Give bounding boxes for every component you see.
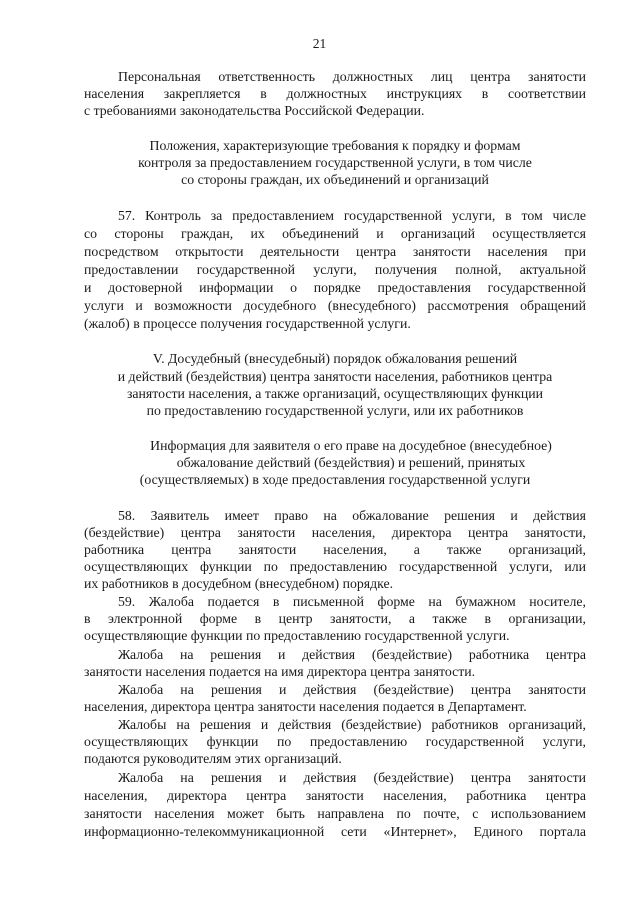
- paragraph-line: (жалоб) в процессе получения государственной услуги.: [84, 316, 411, 331]
- paragraph-line: информационно-телекоммуникационной сети «Интернет», Единого портала: [84, 824, 586, 839]
- paragraph-line: населения, директора центра занятости населения, работника центра: [84, 788, 586, 803]
- section-heading: Положения, характеризующие требования к порядку и формам: [149, 138, 521, 153]
- paragraph-line: со стороны граждан, их объединений и организаций осуществляется: [84, 226, 586, 241]
- paragraph-line: населения закрепляется в должностных инструкциях в соответствии: [84, 86, 586, 101]
- subsection-heading: Информация для заявителя о его праве на досудебное (внесудебное): [150, 438, 552, 453]
- paragraph-line: 59. Жалоба подается в письменной форме на бумажном носителе,: [118, 594, 586, 609]
- paragraph-line: в электронной форме в центр занятости, а также в организации,: [84, 611, 586, 626]
- section-heading: по предоставлению государственной услуги, или их работников: [146, 403, 524, 418]
- paragraph-line: осуществляющие функции по предоставлению государственной услуги.: [84, 628, 510, 643]
- section-heading: V. Досудебный (внесудебный) порядок обжалования решений: [152, 351, 518, 366]
- section-heading: занятости населения, а также организаций, осуществляющих функции: [126, 386, 544, 401]
- paragraph-line: занятости населения подается на имя директора центра занятости.: [84, 664, 476, 679]
- paragraph-line: Жалобы на решения и действия (бездействие) работников организаций,: [118, 717, 586, 732]
- paragraph-line: Жалоба на решения и действия (бездействие) работника центра: [118, 647, 586, 662]
- paragraph-line: с требованиями законодательства Российской Федерации.: [84, 103, 425, 118]
- subsection-heading: обжалование действий (бездействия) и решений, принятых: [176, 455, 526, 470]
- paragraph-line: услуги и возможности досудебного (внесудебного) рассмотрения обращений: [84, 298, 586, 313]
- paragraph-line: осуществляющих функции по предоставлению государственной услуги,: [84, 734, 586, 749]
- paragraph-line: населения, директора центра занятости населения подается в Департамент.: [84, 699, 527, 714]
- paragraph-line: и достоверной информации о порядке предоставления государственной: [84, 280, 586, 295]
- paragraph-line: подаются руководителям этих организаций.: [84, 751, 342, 766]
- paragraph-line: работника центра занятости населения, а также организаций,: [84, 542, 586, 557]
- paragraph-line: Жалоба на решения и действия (бездействие) центра занятости: [118, 770, 586, 785]
- paragraph-line: (бездействие) центра занятости населения, директора центра занятости,: [84, 525, 586, 540]
- paragraph-line: 58. Заявитель имеет право на обжалование решения и действия: [118, 508, 586, 523]
- section-heading: контроля за предоставлением государственной услуги, в том числе: [138, 155, 532, 170]
- section-heading: со стороны граждан, их объединений и организаций: [181, 172, 489, 187]
- paragraph-line: 57. Контроль за предоставлением государственной услуги, в том числе: [118, 208, 586, 223]
- paragraph-line: предоставлении государственной услуги, получения полной, актуальной: [84, 262, 586, 277]
- paragraph-line: Персональная ответственность должностных лиц центра занятости: [118, 69, 586, 84]
- paragraph-line: посредством открытости деятельности центра занятости населения при: [84, 244, 586, 259]
- subsection-heading: (осуществляемых) в ходе предоставления государственной услуги: [139, 472, 531, 487]
- page-number: 21: [312, 36, 327, 51]
- paragraph-line: Жалоба на решения и действия (бездействие) центра занятости: [118, 682, 586, 697]
- paragraph-line: осуществляющих функции по предоставлению государственной услуги, или: [84, 559, 586, 574]
- paragraph-line: занятости населения может быть направлена по почте, с использованием: [84, 806, 586, 821]
- section-heading: и действий (бездействия) центра занятости населения, работников центра: [117, 369, 553, 384]
- paragraph-line: их работников в досудебном (внесудебном) порядке.: [84, 576, 394, 591]
